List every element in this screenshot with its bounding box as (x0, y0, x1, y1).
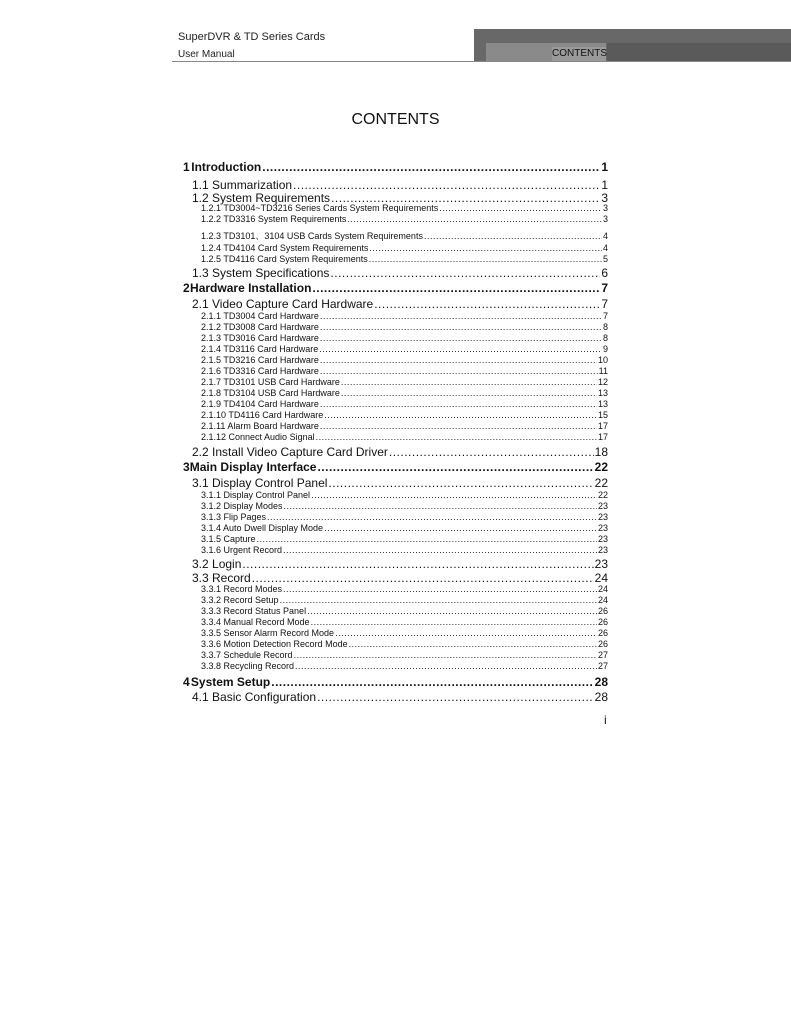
toc-dot-leader (320, 399, 597, 409)
toc-entry-title: 3.3.4 Manual Record Mode (201, 617, 310, 627)
toc-entry-page: 6 (601, 266, 608, 280)
toc-entry[interactable] (192, 557, 608, 571)
toc-entry-title: 2.2 Install Video Capture Card Driver (192, 445, 388, 459)
toc-dot-leader (389, 445, 594, 459)
toc-entry-page: 9 (602, 344, 608, 354)
toc-entry-number: 2 (183, 281, 190, 295)
toc-entry-title: 3.1.3 Flip Pages (201, 512, 267, 522)
toc-entry[interactable] (201, 639, 608, 649)
toc-entry[interactable] (201, 617, 608, 627)
toc-dot-leader (320, 311, 602, 321)
toc-entry[interactable] (201, 523, 608, 533)
toc-entry-page: 8 (602, 322, 608, 332)
toc-entry[interactable] (201, 650, 608, 660)
toc-entry-title: 3.1.6 Urgent Record (201, 545, 283, 555)
toc-entry-title: 1.3 System Specifications (192, 266, 330, 280)
toc-entry-title: 3.2 Login (192, 557, 242, 571)
header-decor-bar (474, 29, 791, 62)
toc-entry-title: 2.1.4 TD3116 Card Hardware (201, 344, 319, 354)
toc-entry-title: 2.1.8 TD3104 USB Card Hardware (201, 388, 340, 398)
toc-dot-leader (439, 203, 602, 213)
toc-dot-leader (271, 675, 593, 689)
toc-dot-leader (320, 366, 598, 376)
toc-entry-page: 7 (602, 311, 608, 321)
toc-entry[interactable] (201, 229, 608, 242)
toc-entry-title: System Setup (190, 675, 271, 689)
toc-entry-page: 5 (602, 254, 608, 264)
toc-entry-page: 22 (594, 476, 608, 490)
toc-entry-title: 1.2.1 TD3004~TD3216 Series Cards System Requirements (201, 203, 439, 213)
toc-entry[interactable] (201, 254, 608, 264)
toc-entry[interactable] (201, 606, 608, 616)
toc-entry[interactable] (201, 243, 608, 253)
toc-entry[interactable] (183, 675, 608, 689)
toc-dot-leader (280, 595, 597, 605)
toc-dot-leader (330, 266, 600, 280)
toc-entry[interactable] (201, 333, 608, 343)
header-section-tab: CONTENTS (552, 48, 607, 59)
toc-dot-leader (324, 410, 597, 420)
header-decor-block-dark (607, 43, 791, 61)
toc-dot-leader (284, 501, 597, 511)
toc-entry[interactable] (192, 476, 608, 490)
toc-entry[interactable] (201, 355, 608, 365)
toc-dot-leader (283, 545, 597, 555)
toc-entry-title: 4.1 Basic Configuration (192, 690, 317, 704)
toc-entry-page: 26 (597, 639, 608, 649)
toc-entry[interactable] (201, 366, 608, 376)
toc-dot-leader (320, 355, 597, 365)
toc-entry[interactable] (183, 160, 608, 174)
page-number: i (604, 713, 607, 727)
toc-entry[interactable] (192, 445, 608, 459)
toc-entry-page: 3 (602, 203, 608, 213)
toc-entry-page: 23 (597, 545, 608, 555)
toc-entry[interactable] (201, 214, 608, 224)
toc-entry-page: 3 (601, 191, 608, 205)
toc-entry-title: Hardware Installation (190, 281, 312, 295)
toc-entry-title: 2.1.9 TD4104 Card Hardware (201, 399, 319, 409)
toc-dot-leader (347, 214, 602, 224)
toc-entry-title: 1.2.3 TD3101、3104 USB Cards System Requirements (201, 231, 423, 241)
toc-entry-page: 28 (594, 690, 608, 704)
toc-entry-title: 2.1.1 TD3004 Card Hardware (201, 311, 319, 321)
toc-dot-leader (312, 281, 600, 295)
toc-entry-page: 12 (597, 377, 608, 387)
toc-entry[interactable] (201, 322, 608, 332)
toc-entry-title: 3.1.4 Auto Dwell Display Mode (201, 523, 324, 533)
toc-entry-page: 8 (602, 333, 608, 343)
toc-entry-page: 7 (601, 281, 608, 295)
toc-entry-page: 7 (601, 297, 608, 311)
toc-entry[interactable] (201, 388, 608, 398)
toc-entry[interactable] (183, 460, 608, 474)
toc-entry-title: 3.3.2 Record Setup (201, 595, 279, 605)
toc-entry[interactable] (192, 178, 608, 192)
toc-entry[interactable] (201, 661, 608, 671)
toc-dot-leader (341, 388, 597, 398)
toc-entry[interactable] (201, 432, 608, 442)
toc-entry-page: 1 (601, 178, 608, 192)
toc-entry[interactable] (201, 490, 608, 500)
toc-entry[interactable] (192, 571, 608, 585)
toc-entry-page: 23 (597, 501, 608, 511)
toc-entry-title: 3.3.8 Recycling Record (201, 661, 295, 671)
toc-entry-title: 3.3.3 Record Status Panel (201, 606, 307, 616)
toc-dot-leader (294, 650, 597, 660)
toc-entry-page: 23 (594, 557, 608, 571)
toc-entry[interactable] (201, 534, 608, 544)
toc-entry-page: 11 (598, 366, 608, 376)
toc-entry-title: 3.1.5 Capture (201, 534, 256, 544)
toc-dot-leader (242, 557, 593, 571)
toc-dot-leader (293, 178, 600, 192)
toc-dot-leader (424, 231, 602, 241)
toc-dot-leader (316, 432, 597, 442)
toc-entry[interactable] (201, 344, 608, 354)
toc-entry[interactable] (201, 421, 608, 431)
toc-dot-leader (341, 377, 597, 387)
toc-entry[interactable] (201, 311, 608, 321)
toc-entry-number: 1 (183, 160, 190, 174)
toc-entry-page: 23 (597, 534, 608, 544)
toc-entry-title: 3.3.7 Schedule Record (201, 650, 293, 660)
toc-entry-page: 27 (597, 650, 608, 660)
toc-dot-leader (295, 661, 597, 671)
toc-entry-title: 1.2.2 TD3316 System Requirements (201, 214, 347, 224)
toc-dot-leader (374, 297, 600, 311)
toc-entry-title: 2.1.5 TD3216 Card Hardware (201, 355, 319, 365)
toc-entry[interactable] (201, 512, 608, 522)
toc-entry[interactable] (201, 377, 608, 387)
toc-entry-page: 24 (597, 584, 608, 594)
toc-dot-leader (262, 160, 600, 174)
header-manual-label: User Manual (178, 49, 235, 60)
toc-entry-title: 1.2.4 TD4104 Card System Requirements (201, 243, 369, 253)
toc-entry-title: 3.3.1 Record Modes (201, 584, 283, 594)
toc-entry-page: 26 (597, 617, 608, 627)
toc-entry[interactable] (201, 501, 608, 511)
page-title: CONTENTS (351, 111, 440, 128)
toc-entry-page: 4 (602, 231, 608, 241)
toc-entry-page: 22 (594, 460, 608, 474)
toc-entry-page: 24 (594, 571, 608, 585)
toc-entry-title: 2.1.2 TD3008 Card Hardware (201, 322, 319, 332)
toc-entry-page: 13 (597, 399, 608, 409)
toc-entry-page: 17 (597, 432, 608, 442)
toc-entry-title: Introduction (191, 160, 262, 174)
toc-dot-leader (320, 322, 602, 332)
toc-entry[interactable] (201, 399, 608, 409)
toc-entry-page: 13 (597, 388, 608, 398)
toc-entry-title: 3.1.2 Display Modes (201, 501, 283, 511)
toc-entry-page: 3 (602, 214, 608, 224)
toc-entry-page: 4 (602, 243, 608, 253)
toc-entry-page: 28 (594, 675, 608, 689)
toc-entry-page: 18 (594, 445, 608, 459)
toc-entry-page: 23 (597, 523, 608, 533)
toc-entry-title: 2.1.7 TD3101 USB Card Hardware (201, 377, 340, 387)
toc-entry-title: 2.1.11 Alarm Board Hardware (201, 421, 319, 431)
toc-entry-title: 1.2 System Requirements (192, 191, 331, 205)
toc-dot-leader (283, 584, 597, 594)
toc-dot-leader (311, 490, 597, 500)
toc-dot-leader (317, 460, 593, 474)
toc-entry-title: 2.1.3 TD3016 Card Hardware (201, 333, 319, 343)
toc-entry[interactable] (192, 297, 608, 311)
toc-entry-number: 3 (183, 460, 190, 474)
toc-dot-leader (311, 617, 597, 627)
toc-entry-title: 3.3.6 Motion Detection Record Mode (201, 639, 348, 649)
toc-entry-page: 17 (597, 421, 608, 431)
toc-entry[interactable] (201, 410, 608, 420)
toc-entry-page: 10 (597, 355, 608, 365)
toc-dot-leader (320, 333, 602, 343)
toc-entry-title: 1.1 Summarization (192, 178, 293, 192)
toc-entry-page: 26 (597, 606, 608, 616)
toc-entry-number: 4 (183, 675, 190, 689)
toc-entry[interactable] (192, 266, 608, 280)
header-product-name: SuperDVR & TD Series Cards (178, 31, 326, 43)
toc-entry-title: 2.1.12 Connect Audio Signal (201, 432, 315, 442)
toc-entry-title: 3.3.5 Sensor Alarm Record Mode (201, 628, 335, 638)
toc-dot-leader (369, 254, 602, 264)
toc-entry-page: 15 (597, 410, 608, 420)
toc-dot-leader (257, 534, 597, 544)
toc-dot-leader (319, 344, 602, 354)
toc-entry-title: 2.1 Video Capture Card Hardware (192, 297, 374, 311)
toc-dot-leader (335, 628, 597, 638)
toc-entry[interactable] (201, 203, 608, 213)
toc-dot-leader (369, 243, 602, 253)
toc-dot-leader (328, 476, 593, 490)
toc-entry-title: 3.1 Display Control Panel (192, 476, 328, 490)
toc-dot-leader (349, 639, 597, 649)
toc-entry-page: 1 (601, 160, 608, 174)
toc-entry-page: 23 (597, 512, 608, 522)
toc-entry-title: 3.3 Record (192, 571, 251, 585)
toc-entry-title: 3.1.1 Display Control Panel (201, 490, 311, 500)
toc-entry[interactable] (201, 628, 608, 638)
toc-entry[interactable] (183, 281, 608, 295)
toc-dot-leader (324, 523, 597, 533)
toc-entry-page: 26 (597, 628, 608, 638)
toc-entry[interactable] (201, 595, 608, 605)
toc-entry-page: 22 (597, 490, 608, 500)
toc-entry-title: 1.2.5 TD4116 Card System Requirements (201, 254, 368, 264)
toc-entry-title: 2.1.6 TD3316 Card Hardware (201, 366, 319, 376)
toc-entry-page: 24 (597, 595, 608, 605)
toc-entry-title: 2.1.10 TD4116 Card Hardware (201, 410, 324, 420)
toc-dot-leader (307, 606, 597, 616)
toc-entry[interactable] (192, 690, 608, 704)
toc-entry[interactable] (201, 545, 608, 555)
toc-dot-leader (320, 421, 597, 431)
toc-entry-page: 27 (597, 661, 608, 671)
toc-entry-title: Main Display Interface (189, 460, 317, 474)
toc-dot-leader (317, 690, 594, 704)
header-rule (172, 61, 791, 62)
toc-dot-leader (267, 512, 597, 522)
toc-dot-leader (252, 571, 594, 585)
toc-entry[interactable] (201, 584, 608, 594)
